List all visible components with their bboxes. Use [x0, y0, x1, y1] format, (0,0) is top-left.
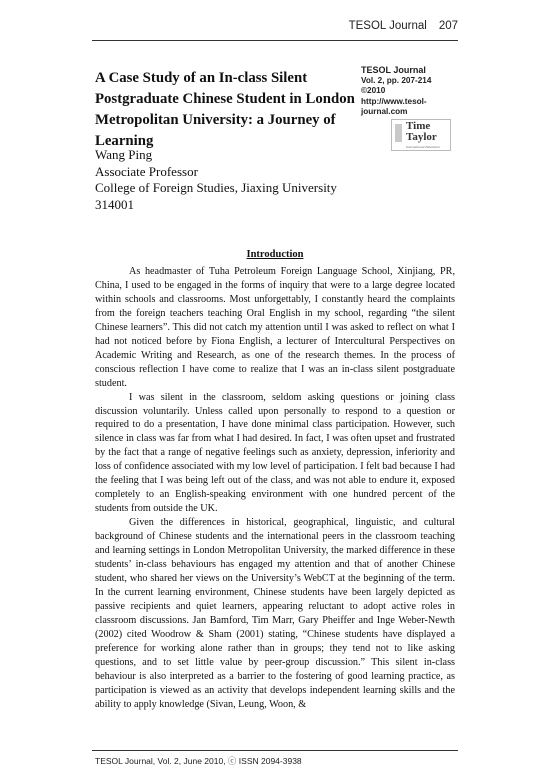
- author-postcode: 314001: [95, 196, 134, 212]
- info-volume-pages: Vol. 2, pp. 207-214: [361, 75, 432, 85]
- logo-word-taylor: Taylor: [406, 131, 437, 143]
- logo-word-time: Time: [406, 120, 431, 132]
- logo-tagline: International Education: [406, 145, 440, 149]
- journal-info-box: [361, 65, 461, 118]
- time-taylor-logo: [391, 119, 451, 151]
- running-header: [349, 20, 458, 32]
- article-body: [95, 265, 455, 712]
- page-footer: TESOL Journal, Vol. 2, June 2010, ⓒ ISSN 2094-3938: [95, 756, 302, 766]
- author-block: [95, 147, 337, 213]
- info-url-line1: http://www.tesol-: [361, 96, 427, 106]
- header-page-number: 207: [438, 20, 458, 32]
- info-url-line2: journal.com: [361, 107, 408, 116]
- info-journal-name: TESOL Journal: [361, 65, 426, 75]
- header-journal-name: TESOL Journal: [348, 20, 427, 32]
- header-rule: [92, 40, 458, 41]
- author-affiliation: College of Foreign Studies, Jiaxing University: [95, 180, 337, 195]
- paragraph: As headmaster of Tuha Petroleum Foreign Language School, Xinjiang, PR, China, I used to be engaged in the forms of inquiry that were to a large degree located within schools and classrooms. Most unforgettably, I constantly heard the complaints from the foreign teachers teaching Oral English in my school, regarding “the silent Chinese learners”. This did not catch my attention until I was asked to reflect on what I had not noticed before by Fiona English, a lecturer of Intercultural Perspectives on Academic Writing and Research, as one of the research themes. In the process of conscious reflection I have come to realize that I was an in-class silent postgraduate student.: [95, 266, 455, 389]
- article-title: A Case Study of an In-class Silent Postgraduate Chinese Student in London Metropolitan University: a Journey of Learning: [95, 70, 355, 149]
- footer-rule: [92, 750, 458, 751]
- logo-mark-icon: [395, 124, 402, 142]
- info-copyright: ©2010: [361, 86, 386, 95]
- paragraph: I was silent in the classroom, seldom asking questions or joining class discussion voluntarily. Unless called upon personally to respond to a question or required to do a presentation, I have done minimal class participation. However, such silence in class was far from what I had desired. In fact, I was often upset and frustrated by the fact that a range of negative feelings such as anxiety, depression, inferiority and loss of confidence associated with my low level of participation. I felt bad because I had the feeling that I was being left out of the class, and was not able to endure it, exposed completely to an English-speaking environment with one hundred percent of the students from outside the UK.: [95, 391, 455, 515]
- paragraph: Given the differences in historical, geographical, linguistic, and cultural background of Chinese students and the international peers in the classroom teaching and learning settings in London Metropolitan University, the marked difference in these students’ in-class behaviours has engaged my attention and that of another Chinese student, who shared her views on the University’s WebCT at the beginning of the term. In the current learning environment, Chinese students have been largely depicted as passive recipients and quiet learners, appearing reluctant to adopt active roles in classroom discussions. Jan Bamford, Tim Marr, Gary Pheiffer and Inge Weber-Newth (2002) cited Woodrow & Sham (2001) stating, “Chinese students have displayed a preference for working alone rather than in groups; they tend not to like asking questions, and to set little value by peer-group discussion.” This silent in-class behaviour is also interpreted as a barrier to the fostering of good learning practice, as participation is viewed as an activity that develops independent learning skills and the ability to apply knowledge (Sivan, Leung, Woon, &: [95, 517, 455, 710]
- section-heading: Introduction: [246, 249, 304, 260]
- author-position: Associate Professor: [95, 163, 198, 179]
- author-name: Wang Ping: [95, 147, 153, 162]
